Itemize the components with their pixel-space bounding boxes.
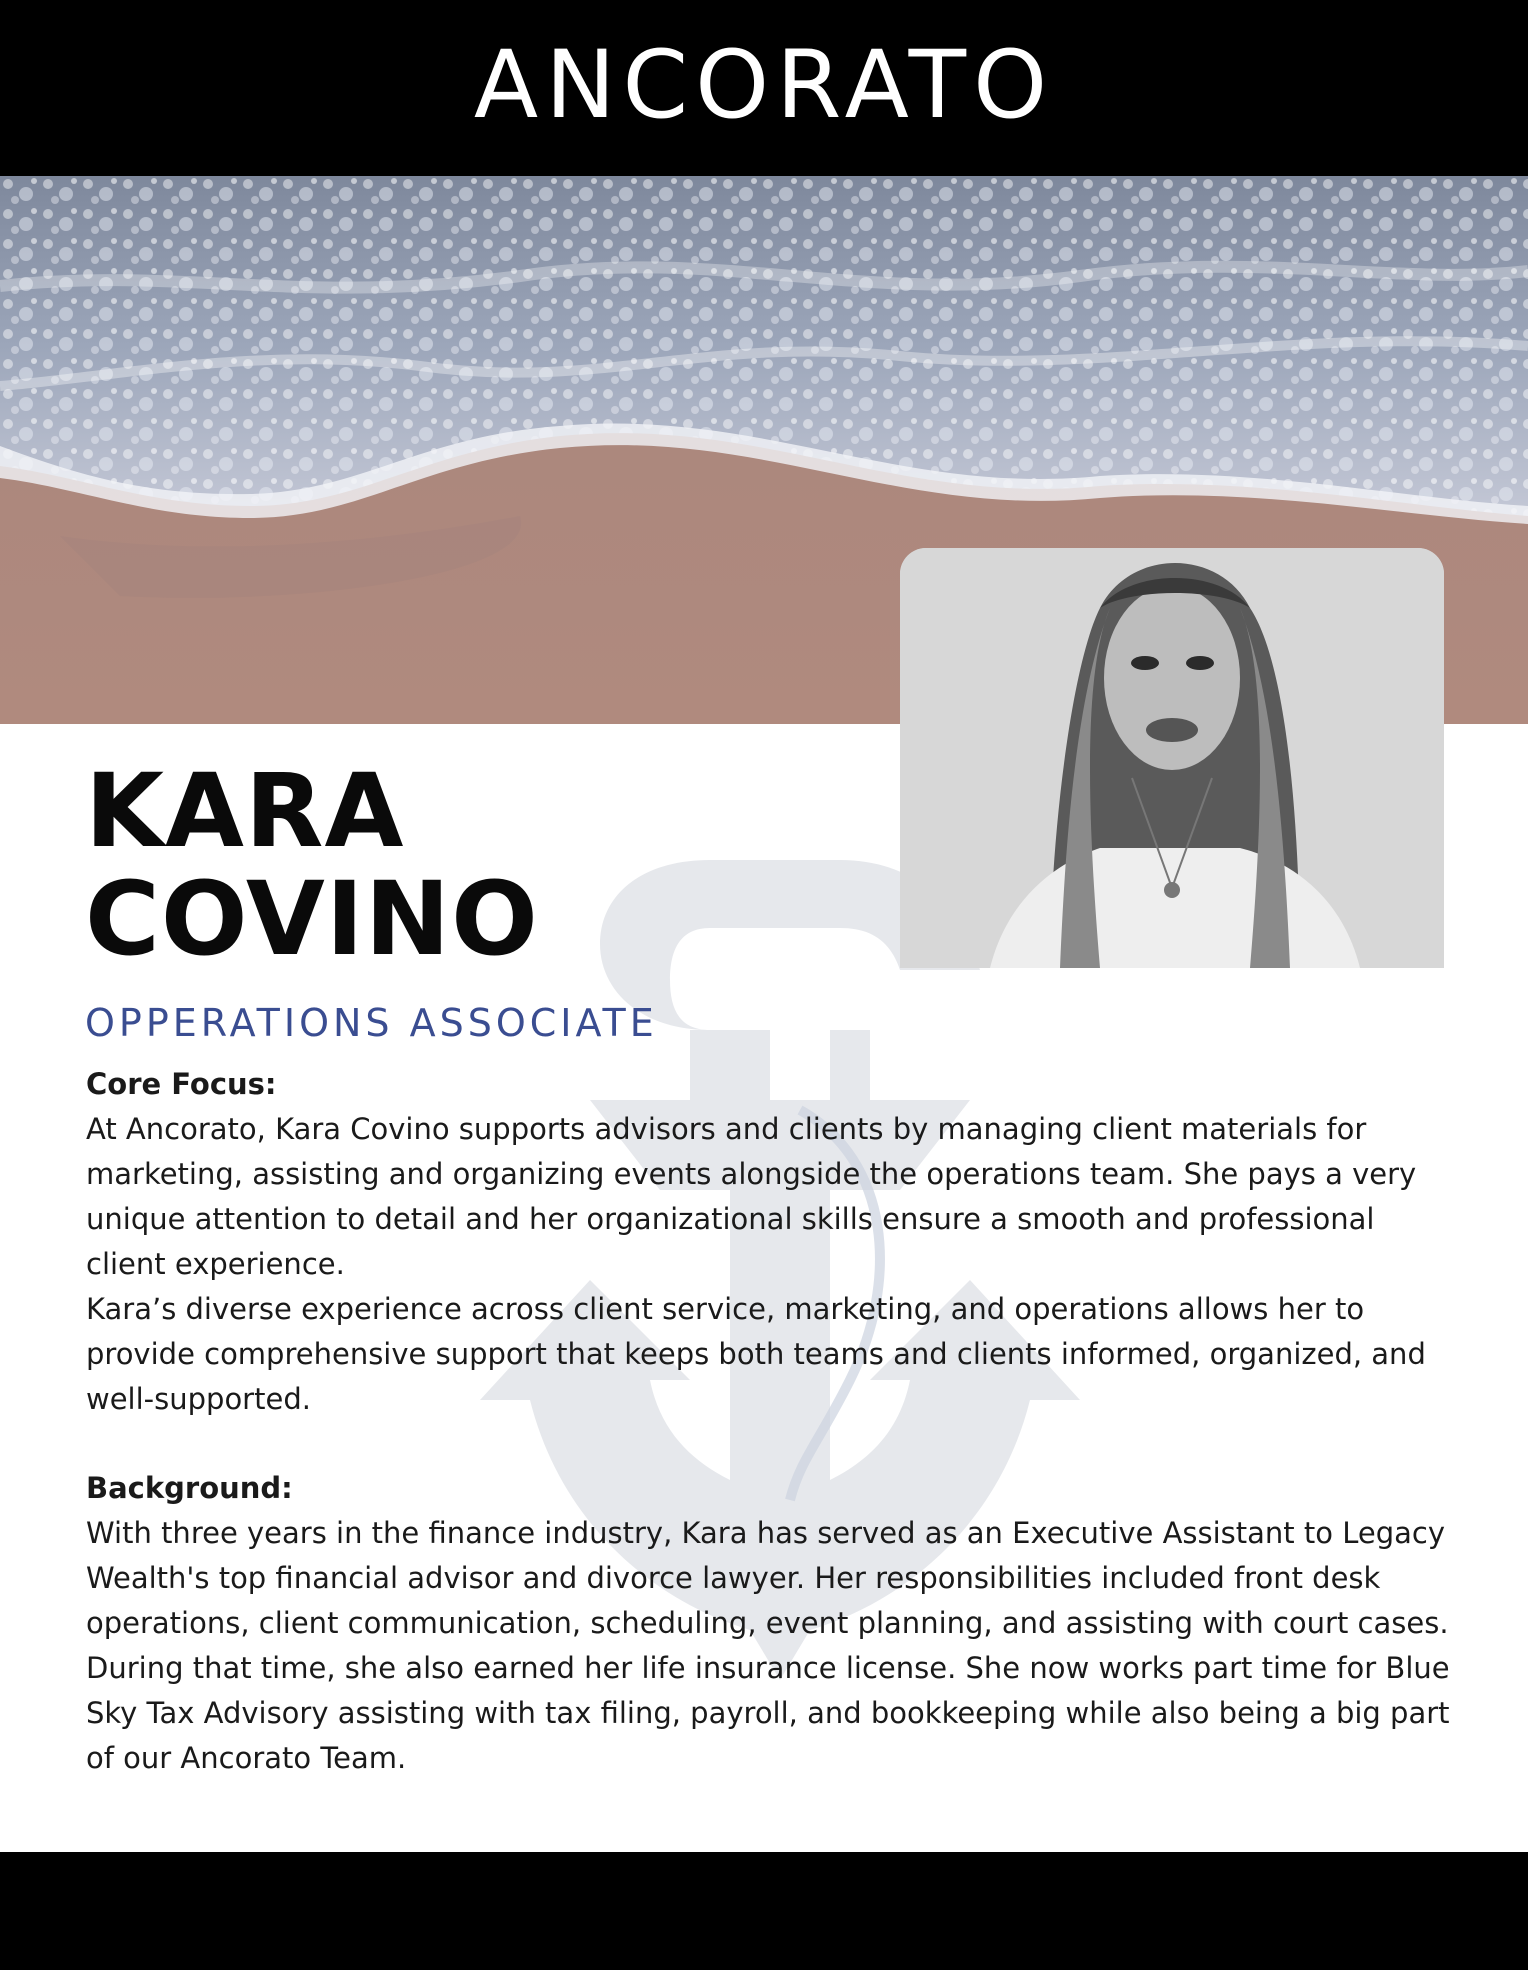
profile-photo xyxy=(900,548,1444,968)
last-name: COVINO xyxy=(85,860,539,979)
job-title: OPPERATIONS ASSOCIATE xyxy=(85,1001,658,1045)
core-focus-paragraph: At Ancorato, Kara Covino supports advisors and clients by managing client materials for marketing, assisting and organizing events alongside the operations team. She pays a very unique attention to detail and her organizational skills ensure a smooth and professional client experience. xyxy=(86,1112,1417,1281)
footer-bar xyxy=(0,1852,1528,1970)
background-paragraph: With three years in the finance industry, Kara has served as an Executive Assistant to Legacy Wealth's top financial advisor and divorce lawyer. Her responsibilities included front desk operations, client communication, scheduling, event planning, and assisting with court cases. During that time, she also earned her life insurance license. She now works part time for Blue Sky Tax Advisory assisting with tax filing, payroll, and bookkeeping while also being a big part of our Ancorato Team. xyxy=(86,1516,1450,1775)
header-bar xyxy=(0,0,1528,176)
background-heading: Background: xyxy=(86,1471,293,1505)
portrait-photo-image xyxy=(900,548,1444,968)
brand-logo: ANCORATO xyxy=(473,31,1055,140)
first-name: KARA xyxy=(85,752,405,871)
core-focus-heading: Core Focus: xyxy=(86,1067,277,1101)
background-section xyxy=(86,1466,1456,1781)
person-name xyxy=(85,752,785,979)
core-focus-paragraph: Kara’s diverse experience across client service, marketing, and operations allows her to provide comprehensive support that keeps both teams and clients informed, organized, and well-supported. xyxy=(86,1292,1426,1416)
core-focus-section xyxy=(86,1062,1456,1422)
